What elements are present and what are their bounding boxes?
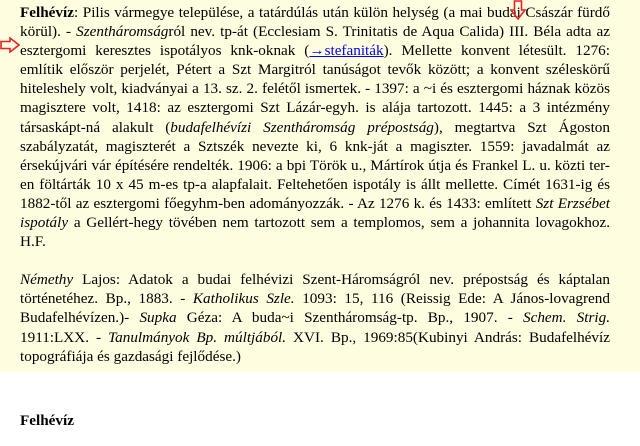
literature-section — [20, 270, 610, 365]
next-entry-heading: Felhévíz — [20, 412, 74, 429]
entry-italic-term: Szt Erzsébet ispotály — [20, 194, 610, 232]
entry-text-part: : Pilis vármegye települése, a tatárdúlás után külön helység (a mai budai Császár fürdő körül). - — [20, 4, 610, 41]
literature-source: Tanulmányok Bp. múltjából. — [108, 328, 287, 346]
entry-text-part: ), megtartva Szt Ágoston szabályzatát, magiszterét a Sztszék nevezte ki, 6 knk-ját a magiszter. 1559: javadalmát az érsekújvári vár építésére rendelték. 1906: a bpi Török u., Mártírok útja és Frankel L. u. közti ter-en föltárták 10 x 45 m-es tp-a alapfalait. Feltehetően ispotály is állt mellette. Címét 1631-ig és 1882-től az esztergomi főegyhm-ben adományozzák. - Az 1276 k. és 1433: említett — [20, 118, 610, 212]
literature-source: Katholikus Szle. — [192, 290, 295, 308]
arrow-down-icon — [510, 0, 526, 20]
literature-text: Lajos: Adatok a budai felhévizi Szent-Háromságról nev. prépostság és káptalan történetéhez. Bp., 1883. - — [20, 271, 610, 308]
literature-text: Géza: A buda~i Szentháromság-tp. Bp., 1907. - — [176, 309, 523, 327]
entry-text — [20, 3, 610, 251]
entry-italic-term: Szentháromság — [76, 23, 169, 41]
entry-text-part: ról nev. tp-át (Ecclesiam S. Trinitatis de Aqua Calida) III. Béla adta az esztergomi keresztes ispotályos knk-oknak ( — [20, 23, 610, 60]
literature-author: Supka — [139, 309, 177, 327]
literature-text: XVI. Bp., 1969:85(Kubinyi András: Budafelhévíz topográfiája és gazdasági fejlődése.) — [20, 328, 610, 365]
entry-headword: Felhévíz — [20, 4, 74, 21]
arrow-right-icon — [0, 37, 20, 53]
literature-author: Némethy — [20, 271, 74, 289]
literature-source: Schem. Strig. — [523, 309, 610, 327]
stefanitak-link[interactable]: →stefaniták — [309, 42, 384, 60]
entry-text-part: a Gellért-hegy tövében nem tartozott sem a templomos, sem a johannita lovagokhoz. H.F. — [20, 214, 610, 251]
literature-text: 1093: 15, 116 (Reissig Ede: A János-lovagrend Budafelhévízen.)- — [20, 290, 610, 327]
literature-text: 1911:LXX. - — [20, 328, 109, 346]
entry-italic-term: budafelhévízi Szentháromság prépostság — [170, 118, 434, 136]
entry-text-part: ). Mellette konvent létesült. 1276: említik először perjelét, Pétert a Szt Margitról tanúságot tevők között; a konvent széleskörű hiteleshely volt, kiadványai a 13. sz. 2. felétől ismertek. - 1397: a ~i és esztergomi háznak közös magisztere volt, 1418: az esztergomi Szt Lázár-egyh. is alája tartozott. 1445: a 3 intézmény társaskápt-ná alakult ( — [20, 42, 610, 136]
